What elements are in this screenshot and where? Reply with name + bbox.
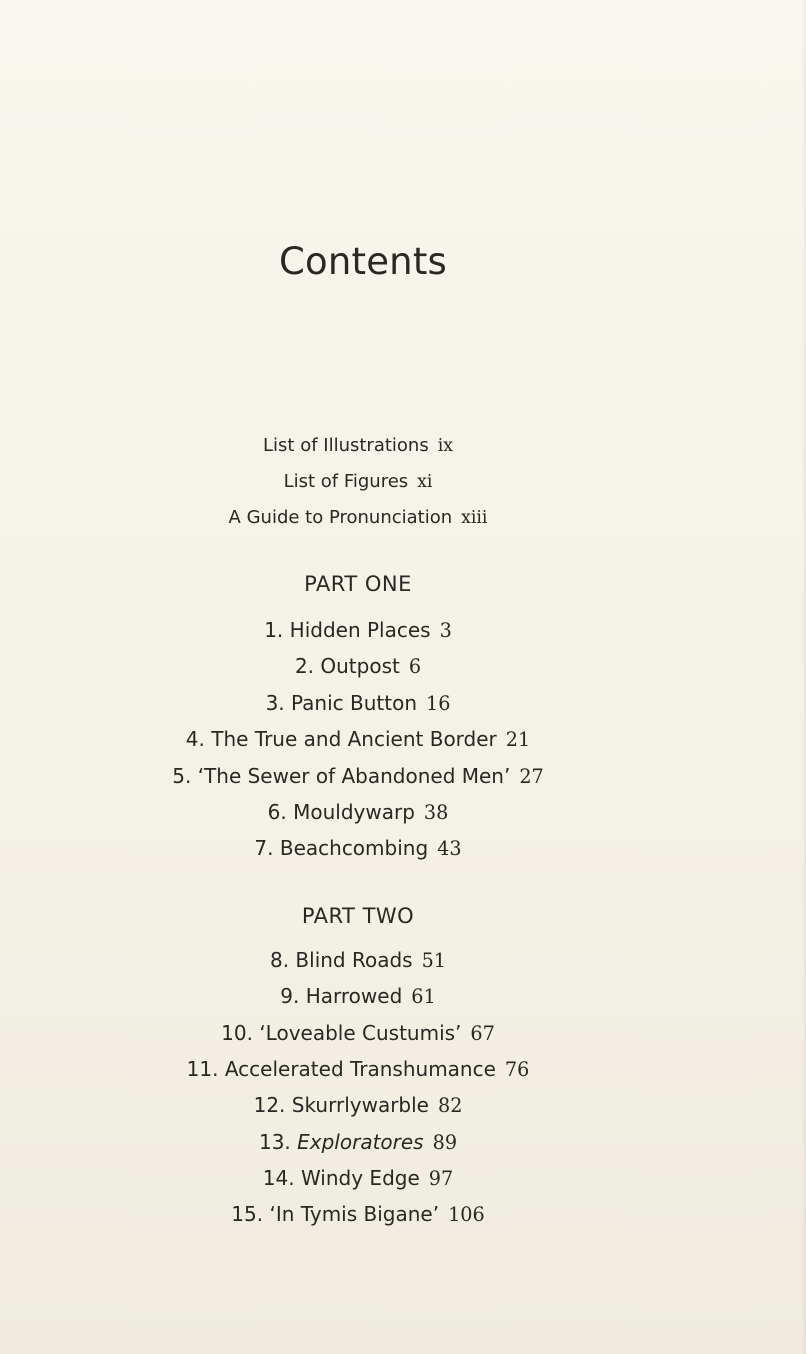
chapter-entry — [0, 978, 716, 1014]
chapter-page: 82 — [437, 1094, 463, 1118]
chapter-title: Panic Button — [291, 690, 418, 715]
chapter-entry — [0, 648, 716, 684]
part-heading: PART ONE — [304, 572, 412, 596]
entry-page: ix — [437, 436, 453, 456]
chapter-number: 9. — [280, 984, 300, 1009]
chapter-number: 7. — [254, 836, 274, 861]
chapter-number: 2. — [294, 654, 315, 679]
chapter-number: 1. — [264, 618, 284, 642]
chapter-number: 4. — [185, 727, 205, 752]
chapter-entry — [0, 794, 716, 830]
chapter-number: 15. — [231, 1202, 264, 1227]
chapter-title: Beachcombing — [279, 836, 429, 861]
chapter-title: The True and Ancient Border — [211, 727, 497, 752]
chapter-title: Hidden Places — [289, 618, 431, 642]
chapter-page: 27 — [519, 764, 544, 788]
page-fold-shadow — [802, 0, 806, 1354]
chapter-entry — [0, 942, 716, 978]
entry-page: xi — [417, 472, 433, 492]
chapter-entry — [0, 1196, 716, 1232]
chapter-page: 76 — [504, 1057, 530, 1081]
entry-page: xiii — [461, 508, 488, 528]
chapter-title: ‘The Sewer of Abandoned Men’ — [197, 763, 511, 788]
chapter-number: 10. — [221, 1020, 253, 1045]
entry-title: A Guide to Pronunciation — [228, 507, 453, 528]
entry-title: List of Figures — [283, 471, 409, 492]
chapter-page: 67 — [470, 1021, 495, 1045]
chapter-title: Outpost — [320, 654, 400, 679]
entry-title: List of Illustrations — [263, 435, 429, 456]
chapter-page: 43 — [437, 837, 462, 861]
contents-list — [0, 428, 716, 1233]
chapter-page: 106 — [448, 1203, 485, 1227]
part-heading: PART TWO — [301, 903, 415, 928]
chapter-entry — [0, 1124, 716, 1160]
chapter-entry — [0, 830, 716, 866]
chapter-page: 61 — [411, 985, 436, 1009]
chapter-title: Mouldywarp — [293, 799, 415, 824]
chapter-number: 12. — [253, 1093, 286, 1118]
chapter-number: 13. — [258, 1129, 291, 1154]
chapter-title: Windy Edge — [300, 1166, 420, 1191]
chapter-number: 8. — [269, 947, 290, 972]
chapter-page: 38 — [423, 800, 449, 824]
toc-entry — [0, 464, 716, 500]
chapter-page: 16 — [426, 691, 451, 715]
chapter-title: Harrowed — [305, 984, 403, 1009]
chapter-entry — [0, 612, 716, 648]
chapter-number: 11. — [186, 1056, 219, 1081]
chapter-entry — [0, 1087, 716, 1123]
chapter-entry — [0, 685, 716, 721]
chapter-entry — [0, 758, 716, 794]
chapter-number: 5. — [172, 763, 192, 788]
chapter-title: Accelerated Transhumance — [224, 1056, 496, 1081]
chapter-page: 21 — [505, 728, 531, 752]
chapter-title: Blind Roads — [295, 947, 413, 972]
chapter-title: ‘Loveable Custumis’ — [259, 1020, 462, 1045]
chapter-title: ‘In Tymis Bigane’ — [269, 1202, 440, 1227]
chapter-entry — [0, 1051, 716, 1087]
chapter-page: 97 — [428, 1167, 454, 1191]
chapter-page: 51 — [421, 948, 447, 972]
chapter-number: 3. — [265, 690, 285, 715]
chapter-page: 89 — [432, 1130, 458, 1154]
chapter-page: 3 — [439, 619, 452, 642]
chapter-page: 6 — [408, 655, 422, 679]
page-title: Contents — [278, 240, 448, 283]
chapter-title: Skurrlywarble — [291, 1093, 429, 1118]
toc-entry — [0, 500, 716, 536]
front-matter — [0, 428, 716, 536]
chapter-entry — [0, 1015, 716, 1051]
chapter-title: Exploratores — [297, 1129, 424, 1154]
chapter-number: 14. — [262, 1166, 295, 1191]
toc-entry — [0, 428, 716, 464]
chapter-entry — [0, 1160, 716, 1196]
chapter-number: 6. — [267, 799, 287, 824]
chapter-entry — [0, 721, 716, 757]
